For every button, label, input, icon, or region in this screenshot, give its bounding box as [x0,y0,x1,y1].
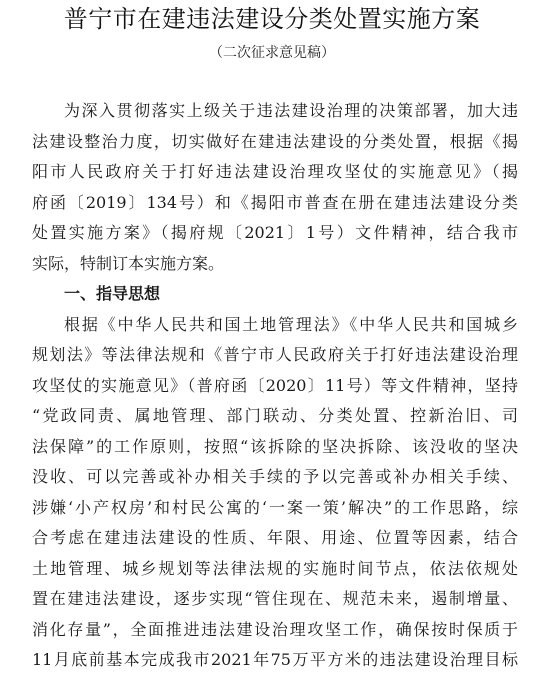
document-title: 普宁市在建违法建设分类处置实施方案 [63,5,481,33]
paragraph-2-line: 土地管理、城乡规划等法律法规的实施时间节点，依法依规处 [32,558,518,578]
paragraph-2-line: 涉嫌‘小产权房’和村民公寓的‘一案一策’解决”的工作思路，综 [32,497,518,517]
paragraph-1-line: 为深入贯彻落实上级关于违法建设治理的决策部署，加大违 [64,101,518,120]
paragraph-2-line: 规划法》等法律法规和《普宁市人民政府关于打好违法建设治理 [32,345,518,364]
paragraph-1-line: 阳市人民政府关于打好违法建设治理攻坚仗的实施意见》（揭 [32,162,518,181]
paragraph-2-line: 消化存量”，全面推进违法建设治理攻坚工作，确保按时保质于 [32,619,518,639]
document-subtitle: （二次征求意见稿） [209,45,335,61]
section-heading-guiding-ideology: 一、指导思想 [64,284,161,303]
paragraph-1-line: 实际，特制订本实施方案。 [32,253,225,273]
paragraph-2-line: 11月底前基本完成我市2021年75万平方米的违法建设治理目标 [32,650,518,669]
paragraph-2-line: 合考虑在建违法建设的性质、年限、用途、位置等因素，结合 [32,528,518,547]
paragraph-2-line: 没收、可以完善或补办相关手续的予以完善或补办相关手续、 [32,467,518,486]
document-body [32,96,518,676]
paragraph-1-line: 府函〔2019〕134号）和《揭阳市普查在册在建违法建设分类 [32,192,518,212]
paragraph-1-line: 处置实施方案》（揭府规〔2021〕1号）文件精神，结合我市 [32,223,518,242]
paragraph-2-line: 置在建违法建设，逐步实现“管住现在、规范未来，遏制增量、 [32,589,518,608]
paragraph-2-line: 攻坚仗的实施意见》（普府函〔2020〕11号）等文件精神，坚持 [32,375,518,395]
paragraph-2-line: “党政同责、属地管理、部门联动、分类处置、控新治旧、司 [32,406,518,425]
paragraph-1-line: 法建设整治力度，切实做好在建违法建设的分类处置，根据《揭 [32,131,518,151]
paragraph-2-line: 法保障”的工作原则，按照“该拆除的坚决拆除、该没收的坚决 [32,436,518,456]
paragraph-2-line: 根据《中华人民共和国土地管理法》《中华人民共和国城乡 [64,314,518,334]
